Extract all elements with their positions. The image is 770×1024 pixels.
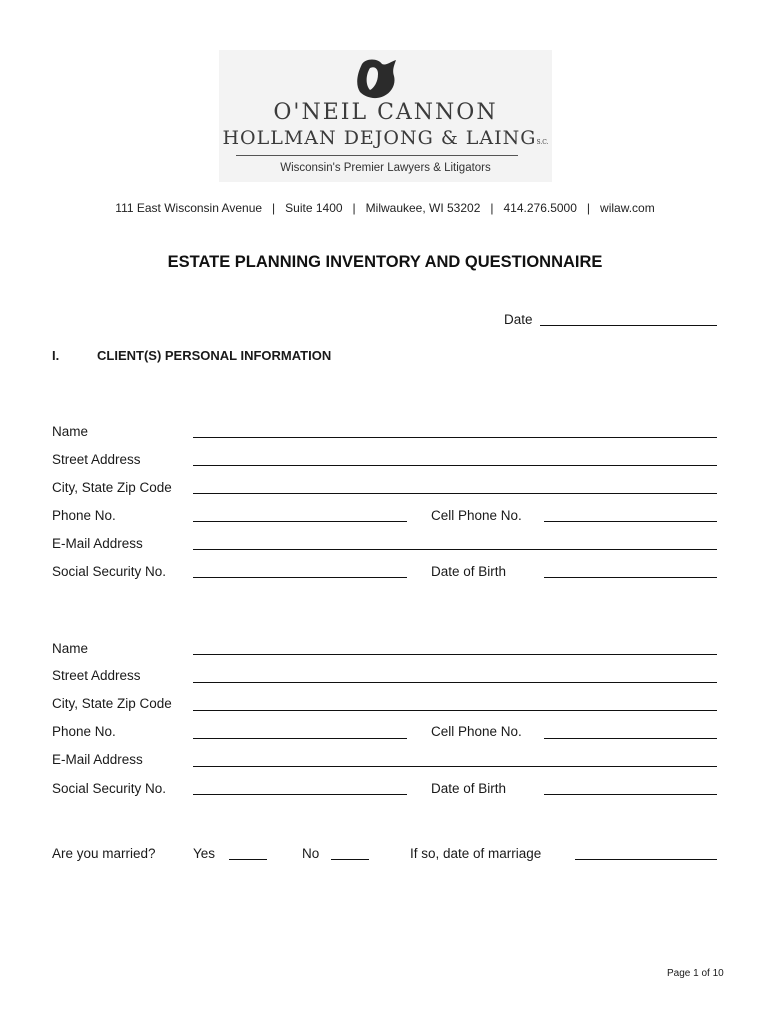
- client2-dob-field[interactable]: [544, 794, 717, 795]
- client2-street-label: Street Address: [52, 668, 141, 683]
- client2-street-field[interactable]: [193, 682, 717, 683]
- client2-name-field[interactable]: [193, 654, 717, 655]
- date-field[interactable]: [540, 325, 717, 326]
- client1-ssn-label: Social Security No.: [52, 564, 167, 579]
- firm-suffix: S.C.: [536, 139, 549, 146]
- page-number: Page 1 of 10: [667, 968, 724, 979]
- client1-phone-label: Phone No.: [52, 508, 116, 523]
- married-no-field[interactable]: [331, 859, 369, 860]
- marriage-date-field[interactable]: [575, 859, 717, 860]
- firm-address: 111 East Wisconsin Avenue | Suite 1400 | Milwaukee, WI 53202 | 414.276.5000 | wilaw.com: [115, 201, 655, 215]
- client1-cell-label: Cell Phone No.: [431, 508, 522, 523]
- client2-cell-label: Cell Phone No.: [431, 724, 522, 739]
- client1-email-label: E-Mail Address: [52, 536, 143, 551]
- married-yes-label: Yes: [193, 846, 216, 861]
- client1-cell-field[interactable]: [544, 521, 717, 522]
- client2-cell-field[interactable]: [544, 738, 717, 739]
- client2-city-label: City, State Zip Code: [52, 696, 172, 711]
- client1-name-label: Name: [52, 424, 89, 439]
- marriage-date-label: If so, date of marriage: [410, 846, 542, 861]
- date-label: Date: [504, 312, 533, 327]
- client2-phone-field[interactable]: [193, 738, 407, 739]
- firm-name-line1: O'NEIL CANNON: [273, 100, 498, 125]
- client1-phone-field[interactable]: [193, 521, 407, 522]
- firm-name-line2: [219, 127, 552, 149]
- client2-dob-label: Date of Birth: [431, 781, 507, 796]
- client2-ssn-label: Social Security No.: [52, 781, 167, 796]
- client1-city-label: City, State Zip Code: [52, 480, 172, 495]
- client1-dob-label: Date of Birth: [431, 564, 507, 579]
- client1-street-field[interactable]: [193, 465, 717, 466]
- client2-ssn-field[interactable]: [193, 794, 407, 795]
- wisconsin-state-map-icon: [352, 56, 406, 102]
- client2-email-field[interactable]: [193, 766, 717, 767]
- client2-name-label: Name: [52, 641, 89, 656]
- client2-email-label: E-Mail Address: [52, 752, 143, 767]
- client2-city-field[interactable]: [193, 710, 717, 711]
- client1-city-field[interactable]: [193, 493, 717, 494]
- client1-email-field[interactable]: [193, 549, 717, 550]
- firm-name-line2-text: HOLLMAN DEJONG & LAING: [222, 127, 537, 149]
- client1-street-label: Street Address: [52, 452, 141, 467]
- page-title: ESTATE PLANNING INVENTORY AND QUESTIONNAIRE: [167, 253, 603, 271]
- married-no-label: No: [302, 846, 320, 861]
- logo-divider: [236, 155, 518, 156]
- section-number: I.: [52, 348, 60, 363]
- client1-ssn-field[interactable]: [193, 577, 407, 578]
- firm-tagline: Wisconsin's Premier Lawyers & Litigators: [280, 162, 491, 174]
- married-yes-field[interactable]: [229, 859, 267, 860]
- client2-phone-label: Phone No.: [52, 724, 116, 739]
- married-question: Are you married?: [52, 846, 156, 861]
- client1-dob-field[interactable]: [544, 577, 717, 578]
- client1-name-field[interactable]: [193, 437, 717, 438]
- section-heading: CLIENT(S) PERSONAL INFORMATION: [97, 348, 332, 363]
